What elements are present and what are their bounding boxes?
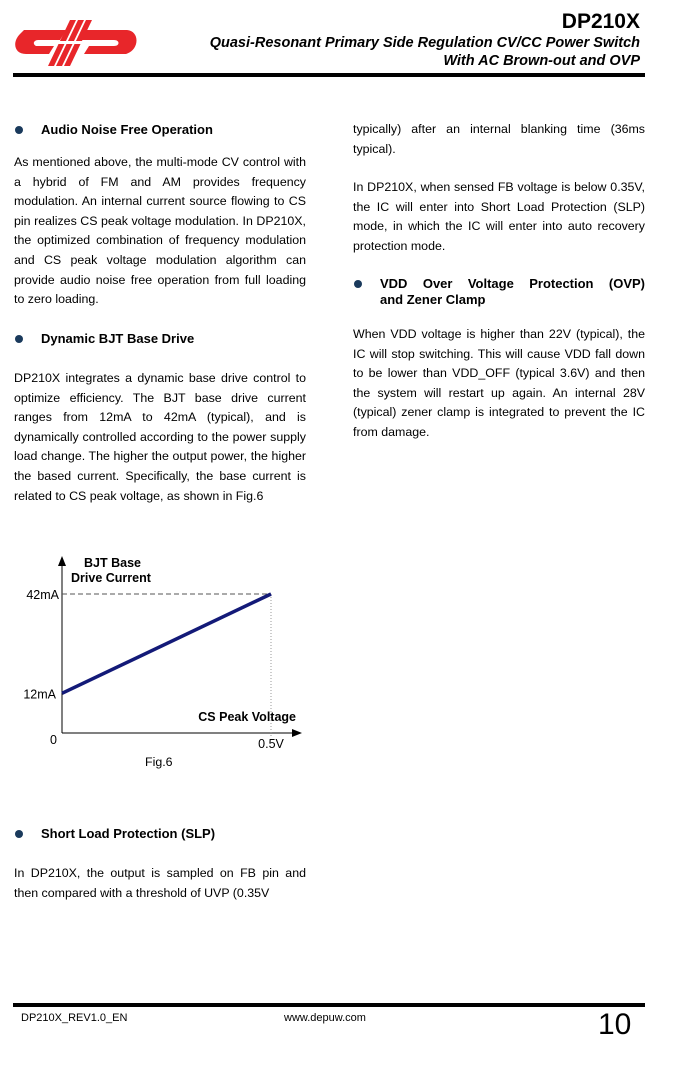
company-logo-icon <box>14 18 138 68</box>
y-axis-label-line2: Drive Current <box>71 571 151 585</box>
paragraph-bjt: DP210X integrates a dynamic base drive control to optimize efficiency. The BJT base drive current ranges from 12mA to 42mA (typical), and is dynamically controlled according to the power supply load change. The higher the output power, the higher the based current. Specifically, the base current is related to CS peak voltage, as shown in Fig.6 <box>14 371 306 503</box>
bullet-icon <box>15 126 23 134</box>
x-axis-label: CS Peak Voltage <box>198 710 296 724</box>
bullet-icon <box>354 280 362 288</box>
paragraph-slp-continued: typically) after an internal blanking time (36ms typical). <box>353 122 645 156</box>
bullet-icon <box>15 830 23 838</box>
bullet-icon <box>15 335 23 343</box>
paragraph-ovp: When VDD voltage is higher than 22V (typical), the IC will stop switching. This will cause VDD fall down to be lower than VDD_OFF (typical 3.6V) and then the system will restart up again. An internal 28V (typical) zener clamp is integrated to prevent the IC from damage. <box>353 327 645 439</box>
y-tick-label-42ma: 42mA <box>26 588 59 602</box>
figure-caption: Fig.6 <box>145 755 173 769</box>
section-heading-ovp-line2: and Zener Clamp <box>380 292 486 307</box>
x-tick-label-0-5v: 0.5V <box>258 737 284 751</box>
footer-rule <box>13 1003 645 1007</box>
footer-doc-id: DP210X_REV1.0_EN <box>21 1012 128 1024</box>
paragraph-slp: In DP210X, the output is sampled on FB pin and then compared with a threshold of UVP (0.35V <box>14 866 306 900</box>
y-tick-label-12ma: 12mA <box>23 687 56 702</box>
origin-label: 0 <box>50 733 57 747</box>
page-number: 10 <box>598 1008 632 1041</box>
section-heading-bjt: Dynamic BJT Base Drive <box>41 331 195 346</box>
document-subtitle-line1: Quasi-Resonant Primary Side Regulation CV/CC Power Switch <box>209 35 640 51</box>
paragraph-slp-mode: In DP210X, when sensed FB voltage is below 0.35V, the IC will enter into Short Load Protection (SLP) mode, in which the IC will enter into auto recovery protection mode. <box>353 180 645 253</box>
section-heading-audio: Audio Noise Free Operation <box>41 122 213 137</box>
section-heading-ovp-line1: VDD Over Voltage Protection (OVP) <box>380 276 645 291</box>
y-axis-label-line1: BJT Base <box>84 556 141 570</box>
header-rule <box>13 73 645 77</box>
fig6-chart <box>0 545 320 755</box>
footer-website: www.depuw.com <box>284 1012 366 1024</box>
section-heading-ovp <box>380 276 645 308</box>
document-title: DP210X <box>561 10 640 33</box>
document-subtitle-line2: With AC Brown-out and OVP <box>443 53 640 69</box>
section-heading-slp: Short Load Protection (SLP) <box>41 826 216 841</box>
series-line-base-current <box>62 594 271 693</box>
paragraph-audio: As mentioned above, the multi-mode CV control with a hybrid of FM and AM provides frequency modulation. An internal current source flowing to CS pin realizes CS peak voltage modulation. In DP210X, the optimized combination of frequency modulation and CS peak voltage modulation algorithm can provide audio noise free operation from full loading to zero loading. <box>14 155 306 307</box>
